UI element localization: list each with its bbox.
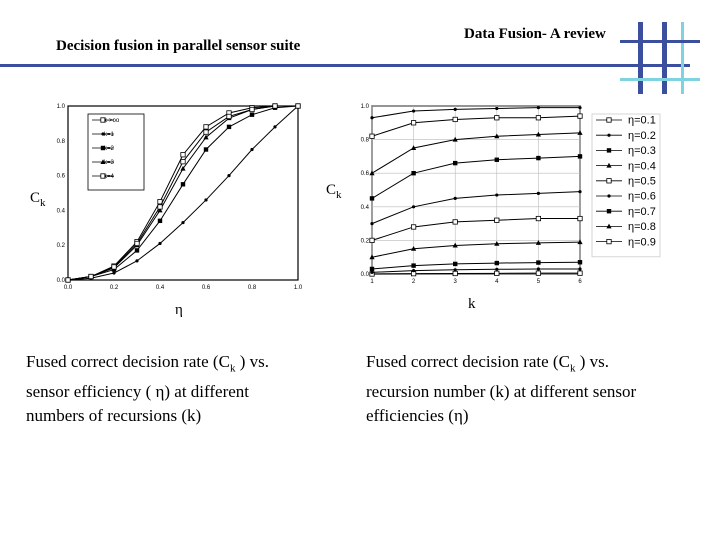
data-point [453,262,457,266]
y-tick-label: 0.0 [56,278,65,284]
legend-label: k=2 [104,146,114,152]
data-point [411,263,415,267]
left-chart [58,100,308,295]
data-point [250,113,254,117]
data-point [578,106,581,109]
data-point [370,222,373,225]
legend-label: k=3 [104,160,114,166]
data-point [453,161,457,165]
data-point [296,104,300,108]
data-point [578,216,582,220]
data-point [204,130,208,134]
data-point [66,278,70,282]
header-divider [0,64,690,67]
legend-marker [607,194,610,197]
data-point [537,192,540,195]
data-point [536,260,540,264]
data-point [158,242,161,245]
left-chart-ylabel: $C_k$ [30,190,46,209]
right-chart [350,100,670,295]
data-point [370,196,374,200]
data-point [454,268,457,271]
data-point [578,154,582,158]
data-point [454,197,457,200]
legend-marker [607,134,610,137]
legend-label: k->oo [104,118,120,124]
data-point [495,218,499,222]
y-tick-label: 1.0 [56,104,65,110]
data-point [273,104,277,108]
legend-box [88,114,144,190]
data-point [536,216,540,220]
data-point [578,114,582,118]
data-point [453,220,457,224]
legend-label: η=0.9 [628,236,656,249]
data-point [204,198,207,201]
data-point [227,125,231,129]
x-tick-label: 5 [536,279,541,285]
x-tick-label: 1.0 [293,285,303,291]
legend-label: k=1 [104,132,114,138]
data-point [578,260,582,264]
y-tick-label: 0.0 [360,272,369,278]
left-chart-xlabel: η [175,302,183,318]
data-point [495,107,498,110]
data-point [495,268,498,271]
data-point [250,107,254,111]
legend-marker [607,118,611,122]
legend-label: η=0.1 [628,114,656,127]
x-tick-label: 6 [578,279,582,285]
data-point [112,265,116,269]
data-point [370,271,373,274]
data-point [578,267,581,270]
data-point [495,271,499,275]
legend-marker [607,148,611,152]
data-point [158,219,162,223]
legend-marker [607,239,611,243]
x-tick-label: 0.8 [247,285,257,291]
x-tick-label: 2 [411,279,416,285]
data-point [536,116,540,120]
x-tick-label: 1 [370,279,374,285]
x-tick-label: 0.0 [63,285,73,291]
y-tick-label: 0.2 [56,243,65,250]
data-point [578,190,581,193]
legend-label: η=0.3 [628,145,656,158]
data-point [412,269,415,272]
data-point [370,116,373,119]
x-tick-label: 0.4 [155,285,165,291]
data-point [135,241,139,245]
data-point [454,108,457,111]
plot-frame [372,106,580,274]
data-point [227,114,231,118]
data-point [204,147,208,151]
legend-label: η=0.5 [628,175,656,188]
data-point [227,174,230,177]
page-title: Decision fusion in parallel sensor suite [56,38,301,54]
right-chart-xlabel: k [468,296,476,312]
data-point [578,271,582,275]
right-caption: Fused correct decision rate ($C_k$ ) vs. recursion number (k) at different sensor efficiencies (η) [366,352,637,426]
data-point [495,158,499,162]
legend-marker [607,179,611,183]
data-point [135,259,138,262]
data-point [370,134,374,138]
legend-label: k=4 [104,174,114,180]
x-tick-label: 0.2 [109,285,119,291]
data-point [453,117,457,121]
y-tick-label: 0.4 [360,204,369,211]
data-point [181,182,185,186]
data-point [495,193,498,196]
section-title: Data Fusion- A review [464,26,606,42]
legend-marker [607,209,611,213]
legend-label: η=0.4 [628,160,656,173]
y-tick-label: 0.6 [56,173,65,180]
legend-label: η=0.8 [628,221,656,234]
data-point [273,125,276,128]
data-point [411,171,415,175]
data-point [370,238,374,242]
y-tick-label: 0.2 [360,238,369,245]
data-point [158,205,162,209]
legend-label: η=0.2 [628,129,656,142]
data-point [250,148,253,151]
y-tick-label: 0.8 [56,138,65,145]
data-point [536,271,540,275]
data-point [411,121,415,125]
x-tick-label: 0.6 [201,285,211,291]
data-point [412,109,415,112]
data-point [370,267,374,271]
y-tick-label: 1.0 [360,104,369,110]
right-chart-ylabel: $C_k$ [326,182,342,201]
data-point [135,248,139,252]
x-tick-label: 3 [453,279,457,285]
data-point [536,156,540,160]
data-point [181,221,184,224]
data-point [453,271,457,275]
data-point [181,159,185,163]
data-point [181,153,185,157]
legend-label: η=0.7 [628,205,656,218]
y-tick-label: 0.8 [360,137,369,144]
data-point [112,271,115,274]
data-point [89,274,93,278]
data-point [412,205,415,208]
data-point [204,125,208,129]
y-tick-label: 0.4 [56,208,65,215]
data-point [411,225,415,229]
data-point [537,267,540,270]
legend-label: η=0.6 [628,190,656,203]
data-point [495,261,499,265]
y-tick-label: 0.6 [360,171,369,178]
left-caption: Fused correct decision rate ($C_k$ ) vs. sensor efficiency ( η) at different numbers of recursions (k) [26,352,269,426]
data-point [495,116,499,120]
x-tick-label: 4 [495,279,499,285]
data-point [537,106,540,109]
